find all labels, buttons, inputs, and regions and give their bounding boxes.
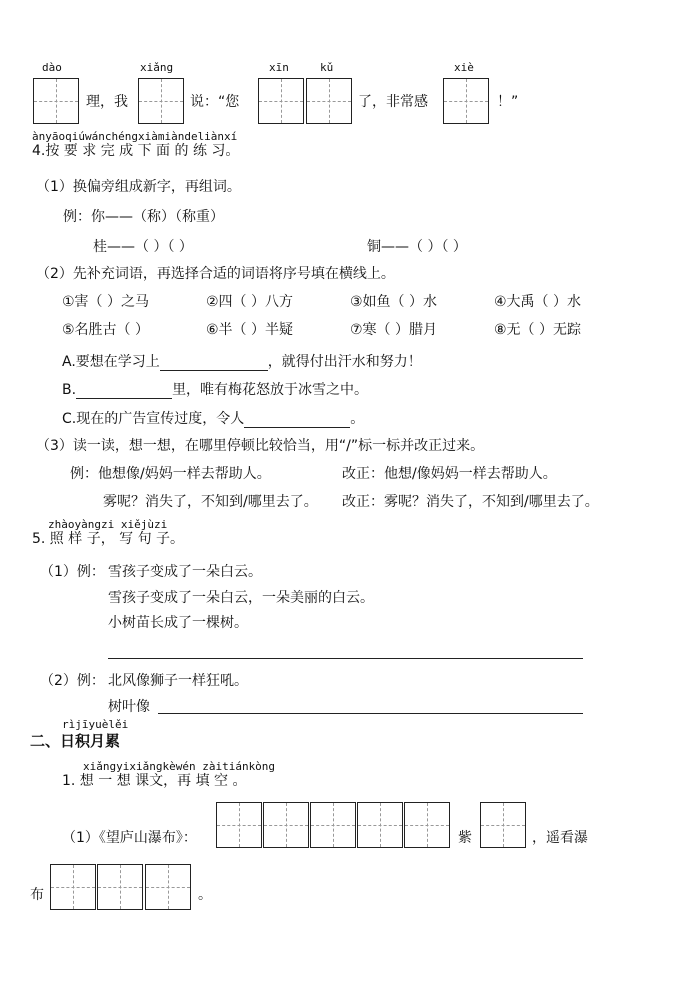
row1-text-4: ！” [497,94,519,110]
q4-part1-title: （1）换偏旁组成新字，再组词。 [36,179,241,195]
q4-pinyin: ànyāoqiúwánchéngxiàmiàndeliànxí [32,130,238,143]
poem-text-post: ，遥看瀑 [532,830,588,846]
idiom-3: ③如鱼（ ）水 [350,294,438,310]
row1-text-1: 理，我 [86,94,128,110]
section2-title: 二、日积月累 [30,732,121,750]
q4-part3-example1: 例：他想像/妈妈一样去帮助人。 [70,466,271,482]
poem-box-4[interactable] [357,802,403,848]
poem-text-bu: 布 [30,887,44,903]
idiom-8: ⑧无（ ）无踪 [494,322,582,338]
poem-box-5[interactable] [404,802,450,848]
q4-part3-example2-fix: 改正：雾呢？消失了，不知到/哪里去了。 [342,494,599,510]
row1-text-3: 了，非常感 [358,94,428,110]
q5-part2-label: （2）例： [40,673,105,689]
poem-label: （1）《望庐山瀑布》： [62,830,197,846]
q1-pinyin: xiǎngyixiǎngkèwén zàitiánkòng [83,760,276,773]
writing-box-ku[interactable] [306,78,352,124]
poem-box-3[interactable] [310,802,356,848]
writing-box-xin[interactable] [258,78,304,124]
sentence-b [62,381,368,399]
q5-part2-line1: 北风像狮子一样狂吼。 [108,673,248,689]
poem-text-zi: 紫 [458,830,472,846]
pinyin-dao: dào [42,61,62,74]
q5-part1-line1: 雪孩子变成了一朵白云。 [108,564,262,580]
q4-part3-example2: 雾呢？消失了，不知到/哪里去了。 [103,494,318,510]
q4-part2-title: （2）先补充词语，再选择合适的词语将序号填在横线上。 [36,266,395,282]
poem-box-7[interactable] [50,864,96,910]
idiom-7: ⑦寒（ ）腊月 [350,322,438,338]
writing-box-dao[interactable] [33,78,79,124]
poem-box-9[interactable] [145,864,191,910]
writing-box-xie[interactable] [443,78,489,124]
poem-text-end: 。 [198,887,212,903]
blank-b[interactable] [76,384,172,399]
blank-c[interactable] [244,413,350,428]
blank-a[interactable] [160,356,268,371]
sentence-c-pre: C.现在的广告宣传过度，令人 [62,411,245,427]
pinyin-xiang: xiǎng [140,61,174,74]
q4-part3-title: （3）读一读，想一想，在哪里停顿比较恰当，用“/”标一标并改正过来。 [36,438,485,454]
writing-box-xiang[interactable] [138,78,184,124]
q4-part3-example1-fix: 改正：他想/像妈妈一样去帮助人。 [342,466,557,482]
q1-title: 1. 想 一 想 课文，再 填 空 。 [62,773,247,789]
row1-text-2: 说：“您 [190,94,240,110]
pinyin-ku: kǔ [320,61,334,74]
poem-box-2[interactable] [263,802,309,848]
q5-part1-line3: 小树苗长成了一棵树。 [108,615,248,631]
poem-box-1[interactable] [216,802,262,848]
sentence-b-pre: B. [62,382,77,398]
poem-box-8[interactable] [97,864,143,910]
pinyin-xie: xiè [454,61,474,74]
answer-line-1[interactable] [108,658,583,659]
q5-title: 5. 照 样 子， 写 句 子。 [32,531,185,547]
q4-part1-row-tong: 铜——（ ）（ ） [367,239,467,255]
sentence-c [62,410,364,428]
q5-part1-line2: 雪孩子变成了一朵白云，一朵美丽的白云。 [108,590,374,606]
q5-pinyin: zhàoyàngzi xiějùzi [48,518,168,531]
idiom-6: ⑥半（ ）半疑 [206,322,294,338]
idiom-4: ④大禹（ ）水 [494,294,582,310]
idiom-1: ①害（ ）之马 [62,294,150,310]
q4-part1-row-gui: 桂——（ ）（ ） [93,239,193,255]
idiom-5: ⑤名胜古（ ） [62,322,150,338]
q5-part2-line2: 树叶像 [108,699,150,715]
sentence-a [62,353,422,371]
q4-title: 4.按 要 求 完 成 下 面 的 练 习。 [32,143,240,159]
sentence-a-pre: A.要想在学习上 [62,354,160,370]
answer-line-2[interactable] [158,713,583,714]
sentence-a-post: ，就得付出汗水和努力！ [267,354,422,370]
pinyin-xin: xīn [269,61,289,74]
sentence-b-post: 里，唯有梅花怒放于冰雪之中。 [172,382,369,398]
idiom-2: ②四（ ）八方 [206,294,294,310]
q4-part1-example: 例：你——（称）（称重） [63,209,224,225]
q5-part1-label: （1）例： [40,564,105,580]
section2-pinyin: rìjīyuèlěi [62,718,129,731]
poem-box-6[interactable] [480,802,526,848]
sentence-c-post: 。 [350,411,365,427]
